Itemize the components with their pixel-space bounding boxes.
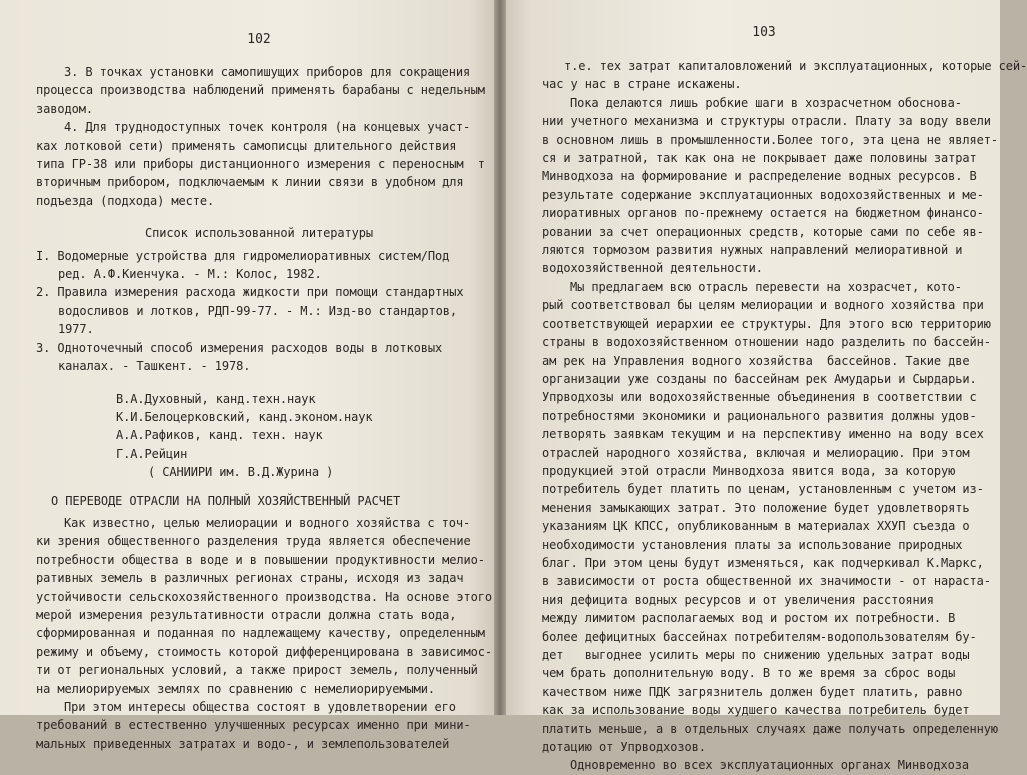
article-title: О ПЕРЕВОДЕ ОТРАСЛИ НА ПОЛНЫЙ ХОЗЯЙСТВЕННЫЙ РАСЧЕТ [51, 493, 401, 508]
text-line: ки зрения общественного разделения труда является обеспечение [36, 534, 471, 549]
right-paragraph-2 [542, 94, 998, 278]
text-line: необходимости установления платы за использование природных [542, 537, 963, 552]
text-line: качеством ниже ПДК загрязнитель должен будет платить, равно [542, 684, 963, 699]
text-line: Мы предлагаем всю отрасль перевести на хозрасчет, кото- [570, 279, 962, 294]
text-line: соответствующей иерархии ее структуры. Для этого всю территорию [542, 316, 991, 331]
text-line: мерой измерения результативности отрасли должна стать вода, [36, 607, 457, 622]
text-line: устойчивости сельскохозяйственного производства. На основе этого [36, 589, 492, 604]
text-line: чем брать дополнительную воду. В то же время за сброс воды [542, 666, 956, 681]
text-line: нии учетного механизма и структуры отрасли. Плату за воду ввели [542, 114, 991, 129]
page-number-left: 102 [247, 32, 271, 47]
text-line: водохозяйственной деятельности. [542, 261, 763, 276]
text-line: рый соответствовал бы целям мелиорации и водного хозяйства при [542, 298, 984, 313]
text-line: потребностями экономики и рационального развития должны удов- [542, 408, 977, 423]
institution: ( САНИИРИ им. В.Д.Журина ) [148, 465, 334, 480]
text-line: потребности общества в воде и в повышении продуктивности мелио- [36, 552, 485, 567]
text-line: сформированная и поданная по надлежащему качеству, определенным [36, 626, 485, 641]
text-line: в зависимости от роста общественной их значимости - от нараста- [542, 574, 991, 589]
text-line: на мелиорируемых землях по сравнению с немелиорируемыми. [36, 681, 435, 696]
text-line: летворять заявкам текущим и на перспективу именно на воду всех [542, 427, 984, 442]
text-line: типа ГР-38 или приборы дистанционного измерения с переносным т [36, 157, 485, 172]
text-line: 4. Для труднодоступных точек контроля (на концевых участ- [64, 120, 471, 135]
author: В.А.Духовный, канд.техн.наук [116, 391, 316, 406]
text-line: лиоративных органов по-прежнему остается на бюджетном финансо- [542, 206, 984, 221]
text-line: продукцией этой отрасли Минводхоза явится вода, за которую [542, 463, 956, 478]
text-line: организации уже созданы по бассейнам рек Амударьи и Сырдарьи. [542, 371, 977, 386]
page-number-right: 103 [752, 25, 776, 40]
reference-item-cont: водосливов и лотков, РДП-99-77. - М.: Изд-во стандартов, [58, 303, 457, 318]
text-line: ся и затратной, так как она не покрывает даже половины затрат [542, 151, 977, 166]
text-line: требований в естественно улучшенных ресурсах именно при мини- [36, 718, 471, 733]
text-line: отраслей народного хозяйства, включая и мелиорацию. При этом [542, 445, 970, 460]
text-line: Как известно, целью мелиорации и водного хозяйства с точ- [64, 515, 471, 530]
text-line: между лимитом располагаемых вод и ростом их потребности. В [542, 611, 956, 626]
text-line: ляются тормозом развития нужных направлений мелиоративной и [542, 243, 963, 258]
left-page [0, 0, 494, 751]
reference-item: 3. Одноточечный способ измерения расходов воды в лотковых [36, 340, 443, 355]
text-line: ти от региональных условий, а также прирост земель, полученный [36, 663, 478, 678]
text-line: час у нас в стране искажены. [542, 77, 742, 92]
text-line: страны в водохозяйственном отношении надо разделить по бассейн- [542, 335, 991, 350]
left-paragraph-1 [36, 63, 485, 118]
right-page [506, 0, 1027, 773]
text-line: более дефицитных бассейнах потребителям-водопользователям бу- [542, 629, 977, 644]
text-line: в основном лишь в промышленности.Более того, эта цена не являет- [542, 132, 998, 147]
text-line: процесса производства наблюдений применять барабаны с недельным [36, 83, 485, 98]
text-line: Пока делаются лишь робкие шаги в хозрасчетном обоснова- [570, 95, 962, 110]
reference-item-cont: 1977. [58, 322, 94, 337]
author-list [36, 390, 482, 482]
author: К.И.Белоцерковский, канд.эконом.наук [116, 409, 373, 424]
text-line: подъезда (подхода) месте. [36, 193, 215, 208]
author: А.А.Рафиков, канд. техн. наук [116, 428, 323, 443]
right-paragraph-4 [542, 756, 986, 774]
references-list [36, 247, 482, 376]
text-line: режиму и объему, стоимость которой дифференцирована в зависимос- [36, 644, 492, 659]
reference-item: I. Водомерные устройства для гидромелиоративных систем/Под [36, 248, 450, 263]
text-line: ровании за счет операционных средств, которые сами по себе яв- [542, 224, 984, 239]
text-line: указаниям ЦК КПСС, опубликованным в материалах XXУП съезда о [542, 519, 970, 534]
left-paragraph-2 [36, 118, 485, 210]
text-line: платить меньше, а в отдельных случаях даже получать определенную [542, 721, 998, 736]
text-line: ках лотковой сети) применять самописцы длительного действия [36, 138, 457, 153]
text-line: результате содержание эксплуатационных водохозяйственных и ме- [542, 187, 984, 202]
left-body-paragraph-1 [36, 514, 492, 698]
text-line: ам рек на Управления водного хозяйства бассейнов. Такие две [542, 353, 970, 368]
text-line: т.е. тех затрат капиталовложений и эксплуатационных, которые сей- [564, 59, 1027, 73]
text-line: менения замыкающих затрат. Это положение будет удовлетворять [542, 500, 970, 515]
reference-item-cont: каналах. - Ташкент. - 1978. [58, 359, 251, 374]
text-line: При этом интересы общества состоят в удовлетворении его [64, 700, 456, 714]
text-line: ния дефицита водных ресурсов и от увеличения расстояния [542, 592, 934, 607]
text-line: вторичным прибором, подключаемым к линии связи в удобном для [36, 175, 464, 190]
text-line: Упрводхозы или водохозяйственные объединения в соответствии с [542, 390, 977, 405]
right-paragraph-3 [542, 278, 998, 757]
references-heading: Список использованной литературы [145, 226, 373, 241]
text-line: дет выгоднее усилить меры по снижению удельных затрат воды [542, 648, 970, 662]
reference-item: 2. Правила измерения расхода жидкости при помощи стандартных [36, 285, 464, 300]
reference-item-cont: ред. А.Ф.Киенчука. - М.: Колос, 1982. [58, 267, 322, 282]
text-line: 3. В точках установки самопишущих приборов для сокращения [64, 65, 471, 79]
text-line: дотацию от Упрводхозов. [542, 740, 706, 755]
author: Г.А.Рейцин [116, 446, 188, 461]
text-line: как за использование воды худшего качества потребитель будет [542, 703, 970, 718]
right-paragraph-1 [542, 57, 1027, 94]
text-line: благ. При этом цены будут изменяться, как подчеркивал К.Маркс, [542, 555, 984, 570]
text-line: Минводхоза на формирование и распределение водных ресурсов. В [542, 169, 977, 184]
text-line: заводом. [36, 101, 93, 116]
left-body-paragraph-2 [36, 698, 482, 753]
text-line: Одновременно во всех эксплуатационных органах Минводхоза [570, 758, 969, 773]
text-line: ративных земель в различных регионах страны, исходя из задач [36, 571, 464, 586]
text-line: потребитель будет платить по ценам, установленным с учетом из- [542, 482, 984, 497]
book-gutter [494, 0, 506, 715]
text-line: мальных приведенных затратах и водо-, и землепользователей [36, 736, 450, 751]
